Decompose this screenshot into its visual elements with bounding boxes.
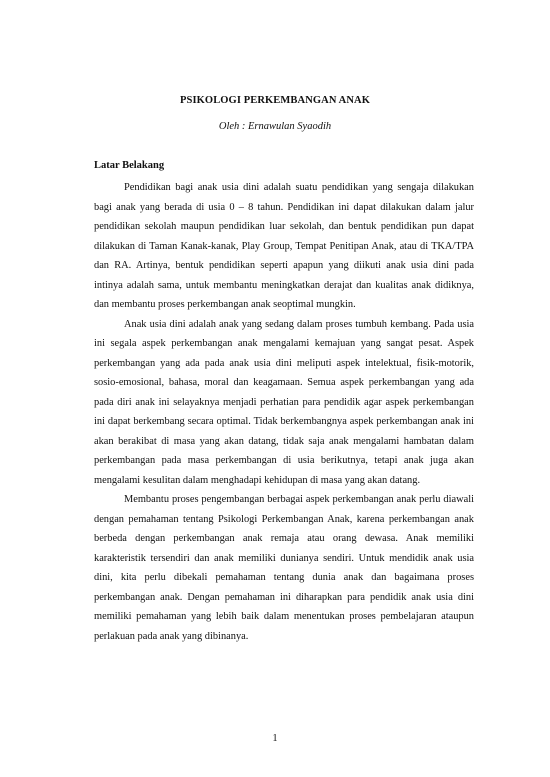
section-heading: Latar Belakang	[94, 160, 165, 171]
page-number: 1	[272, 733, 278, 744]
paragraph-2: Anak usia dini adalah anak yang sedang dalam proses tumbuh kembang. Pada usia ini segala aspek perkembangan anak mengalami kemajuan yang sangat pesat. Aspek perkembangan yang ada pada anak usia dini meliputi aspek intelektual, fisik-motorik, sosio-emosional, bahasa, moral dan keagamaan. Semua aspek perkembangan yang ada pada diri anak ini selayaknya menjadi perhatian para pendidik agar aspek perkembangan ini dapat berkembang secara optimal. Tidak berkembangnya aspek perkembangan anak ini akan berakibat di masa yang akan datang, tidak saja anak mengalami hambatan dalam perkembangan pada masa perkembangan di usia berikutnya, tetapi anak juga akan mengalami kesulitan dalam menghadapi kehidupan di masa yang akan datang.	[94, 318, 474, 486]
paragraph-1: Pendidikan bagi anak usia dini adalah suatu pendidikan yang sengaja dilakukan bagi anak yang berada di usia 0 – 8 tahun. Pendidikan ini dapat dilakukan dalam jalur pendidikan sekolah maupun pendidikan luar sekolah, dan bentuk pendidikan pun dapat dilakukan di Taman Kanak-kanak, Play Group, Tempat Penitipan Anak, atau di TKA/TPA dan RA. Artinya, bentuk pendidikan seperti apapun yang diikuti anak usia dini pada intinya adalah sama, untuk membantu meningkatkan derajat dan kualitas anak didiknya, dan membantu proses perkembangan anak seoptimal mungkin.	[94, 182, 474, 310]
paragraph-3: Membantu proses pengembangan berbagai aspek perkembangan anak perlu diawali dengan pemahaman tentang Psikologi Perkembangan Anak, karena perkembangan anak berbeda dengan perkembangan anak remaja atau orang dewasa. Anak memiliki karakteristik tersendiri dan anak memiliki dunianya sendiri. Untuk mendidik anak usia dini, kita perlu dibekali pemahaman tentang dunia anak dan bagaimana proses perkembangan anak. Dengan pemahaman ini diharapkan para pendidik anak usia dini memiliki pemahaman yang lebih baik dalam menentukan proses pembelajaran ataupun perlakuan pada anak yang dibinanya.	[94, 494, 474, 642]
document-title: PSIKOLOGI PERKEMBANGAN ANAK	[180, 95, 370, 106]
document-author: Oleh : Ernawulan Syaodih	[218, 121, 332, 132]
body-text	[94, 178, 474, 646]
